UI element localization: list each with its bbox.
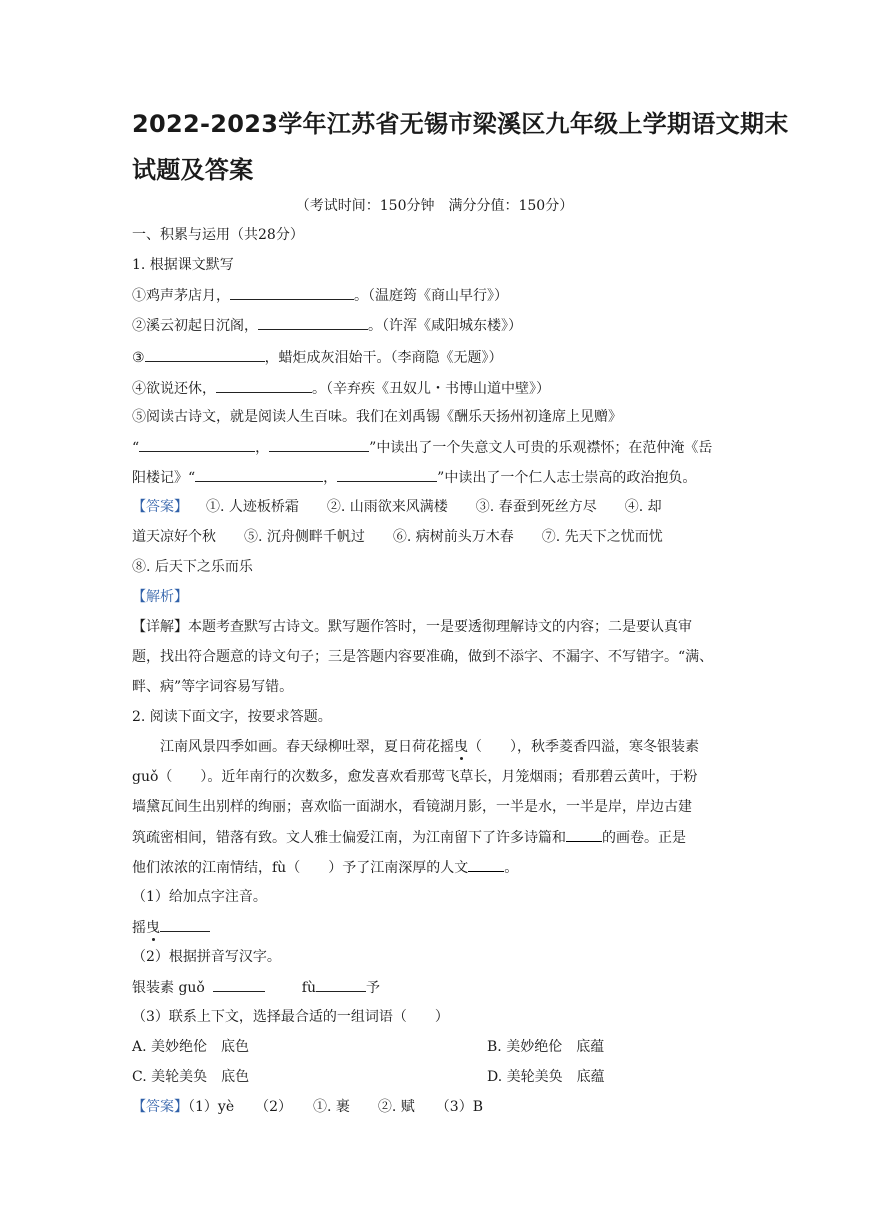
answer-tag: 【答案】 bbox=[132, 499, 188, 515]
q1-line6: “ ， ”中读出了一个失意文人可贵的乐观襟怀；在范仲淹《岳 bbox=[132, 437, 712, 458]
q1-line3: ③ ，蜡炬成灰泪始干。（李商隐《无题》） bbox=[132, 347, 503, 368]
emphasis-char: 曳 bbox=[454, 739, 468, 755]
answer-blank bbox=[258, 315, 368, 330]
answer-blank bbox=[145, 347, 265, 362]
q2-passage-line2: guǒ（ ）。近年南行的次数多，愈发喜欢看那莺飞草长，月笼烟雨；看那碧云黄叶，于粉 bbox=[132, 769, 698, 785]
q2-passage-line1: 江南风景四季如画。春天绿柳吐翠，夏日荷花摇曳（ ），秋季菱香四溢，寒冬银装素 bbox=[160, 739, 699, 755]
answer-tag: 【答案】 bbox=[132, 1099, 188, 1115]
answer-blank bbox=[213, 977, 265, 992]
q1-answer-line1: 【答案】 ①. 人迹板桥霜 ②. 山雨欲来风满楼 ③. 春蚕到死丝方尽 ④. 却 bbox=[132, 499, 662, 515]
section-heading: 一、积累与运用（共28分） bbox=[132, 227, 304, 243]
q1-line5: ⑤阅读古诗文，就是阅读人生百味。我们在刘禹锡《酬乐天扬州初逢席上见赠》 bbox=[132, 409, 622, 425]
q1-heading: 1. 根据课文默写 bbox=[132, 257, 234, 273]
answer-blank bbox=[566, 827, 602, 842]
q1-answer-line3: ⑧. 后天下之乐而乐 bbox=[132, 559, 253, 575]
answer-blank bbox=[468, 857, 504, 872]
q2-sub2: （2）根据拼音写汉字。 bbox=[132, 949, 281, 965]
q2-sub1: （1）给加点字注音。 bbox=[132, 889, 267, 905]
q2-passage-line5: 他们浓浓的江南情结，fù（ ）予了江南深厚的人文 。 bbox=[132, 857, 518, 878]
answer-blank bbox=[269, 437, 369, 452]
detail-line2: 题，找出符合题意的诗文句子；三是答题内容要准确，做到不添字、不漏字、不写错字。“满、 bbox=[132, 649, 714, 665]
option-a: A. 美妙绝伦 底色 bbox=[132, 1039, 250, 1055]
answer-blank bbox=[139, 437, 255, 452]
answer-blank bbox=[316, 977, 366, 992]
q1-line1: ①鸡声茅店月， 。（温庭筠《商山早行》） bbox=[132, 285, 508, 306]
q1-line7: 阳楼记》“ ， ”中读出了一个仁人志士崇高的政治抱负。 bbox=[132, 467, 696, 488]
answer-blank bbox=[337, 467, 437, 482]
q2-heading: 2. 阅读下面文字，按要求答题。 bbox=[132, 709, 332, 725]
answer-blank bbox=[160, 917, 210, 932]
q2-passage-line3: 墙黛瓦间生出别样的绚丽；喜欢临一面湖水，看镜湖月影，一半是水，一半是岸，岸边古建 bbox=[132, 799, 692, 815]
answer-blank bbox=[216, 378, 312, 393]
option-c: C. 美轮美奂 底色 bbox=[132, 1069, 250, 1085]
q1-answer-line2: 道天凉好个秋 ⑤. 沉舟侧畔千帆过 ⑥. 病树前头万木春 ⑦. 先天下之忧而忧 bbox=[132, 529, 663, 545]
answer-blank bbox=[195, 467, 323, 482]
q1-line4: ④欲说还休， 。（辛弃疾《丑奴儿・书博山道中壁》） bbox=[132, 378, 550, 399]
detail-line1: 【详解】本题考查默写古诗文。默写题作答时，一是要透彻理解诗文的内容；二是要认真审 bbox=[132, 619, 692, 635]
emphasis-char: 曳 bbox=[146, 920, 160, 936]
q2-sub2-items: 银装素 guǒ fù 予 bbox=[132, 977, 380, 998]
option-b: B. 美妙绝伦 底蕴 bbox=[487, 1039, 605, 1055]
doc-title-line2: 试题及答案 bbox=[132, 156, 254, 184]
option-d: D. 美轮美奂 底蕴 bbox=[487, 1069, 605, 1085]
answer-blank bbox=[230, 285, 354, 300]
q2-answer: 【答案】（1）yè （2） ①. 裹 ②. 赋 （3）B bbox=[132, 1099, 484, 1115]
exam-info: （考试时间：150分钟 满分分值：150分） bbox=[295, 198, 574, 214]
doc-title-line1: 2022-2023学年江苏省无锡市梁溪区九年级上学期语文期末 bbox=[132, 110, 789, 138]
q2-passage-line4: 筑疏密相间，错落有致。文人雅士偏爱江南，为江南留下了许多诗篇和 的画卷。正是 bbox=[132, 827, 686, 848]
q1-line2: ②溪云初起日沉阁， 。（许浑《咸阳城东楼》） bbox=[132, 315, 522, 336]
q2-sub1-word: 摇曳 bbox=[132, 917, 210, 938]
analysis-tag: 【解析】 bbox=[132, 589, 188, 605]
detail-line3: 畔、病”等字词容易写错。 bbox=[132, 679, 294, 695]
q2-sub3: （3）联系上下文，选择最合适的一组词语（ ） bbox=[132, 1009, 449, 1025]
